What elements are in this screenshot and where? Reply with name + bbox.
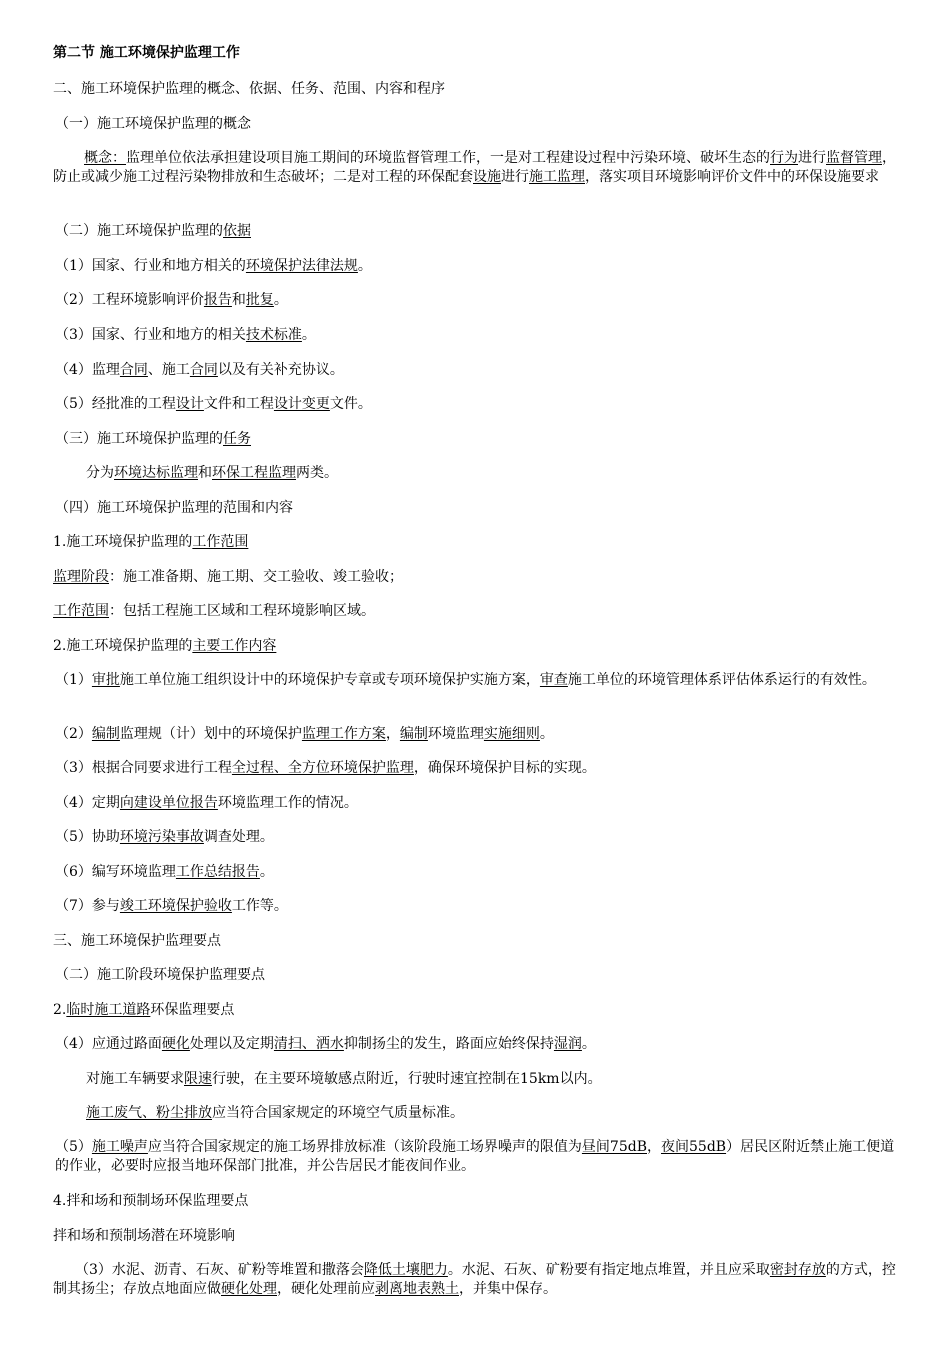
basis-item-1: （1）国家、行业和地方相关的环境保护法律法规。 (55, 258, 372, 274)
content-item-3: （3）根据合同要求进行工程全过程、全方位环境保护监理，确保环境保护目标的实现。 (55, 760, 596, 776)
road-item-5: （5）施工噪声应当符合国家规定的施工场界排放标准（该阶段施工场界噪声的限值为昼间75dB，夜间55dB）居民区附近禁止施工便道的作业，必要时应报当地环保部门批准，并公告居民才能夜间作业。 (55, 1139, 895, 1174)
section-title: 第二节 施工环境保护监理工作 (53, 45, 240, 61)
subheading-task: （三）施工环境保护监理的任务 (55, 431, 251, 447)
basis-item-5: （5）经批准的工程设计文件和工程设计变更文件。 (55, 396, 372, 412)
basis-item-2: （2）工程环境影响评价报告和批复。 (55, 292, 288, 308)
road-item-4-emission: 施工废气、粉尘排放应当符合国家规定的环境空气质量标准。 (86, 1105, 464, 1121)
mixing-item-3: （3）水泥、沥青、石灰、矿粉等堆置和撒落会降低土壤肥力。水泥、石灰、矿粉要有指定地点堆置，并且应采取密封存放的方式，控制其扬尘；存放点地面应做硬化处理，硬化处理前应剥离地表熟土，并集中保存。 (53, 1262, 896, 1297)
mixing-heading: 4.拌和场和预制场环保监理要点 (53, 1193, 249, 1209)
subheading-scope: （四）施工环境保护监理的范围和内容 (55, 500, 293, 516)
mixing-subheading: 拌和场和预制场潜在环境影响 (53, 1228, 235, 1244)
scope-area: 工作范围：包括工程施工区域和工程环境影响区域。 (53, 603, 375, 619)
subheading-concept: （一）施工环境保护监理的概念 (55, 116, 251, 132)
basis-item-3: （3）国家、行业和地方的相关技术标准。 (55, 327, 316, 343)
heading-2: 二、施工环境保护监理的概念、依据、任务、范围、内容和程序 (53, 81, 445, 97)
subheading-basis: （二）施工环境保护监理的依据 (55, 223, 251, 239)
basis-item-4: （4）监理合同、施工合同以及有关补充协议。 (55, 362, 344, 378)
content-item-7: （7）参与竣工环境保护验收工作等。 (55, 898, 288, 914)
task-text: 分为环境达标监理和环保工程监理两类。 (86, 465, 338, 481)
scope-stage: 监理阶段：施工准备期、施工期、交工验收、竣工验收； (53, 569, 403, 585)
road-item-4-speed: 对施工车辆要求限速行驶，在主要环境敏感点附近，行驶时速宜控制在15km以内。 (86, 1071, 602, 1087)
content-item-6: （6）编写环境监理工作总结报告。 (55, 864, 274, 880)
content-item-4: （4）定期向建设单位报告环境监理工作的情况。 (55, 795, 358, 811)
content-item-1: （1）审批施工单位施工组织设计中的环境保护专章或专项环境保护实施方案，审查施工单位的环境管理体系评估体系运行的有效性。 (55, 672, 876, 688)
content-item-2: （2）编制监理规（计）划中的环境保护监理工作方案，编制环境监理实施细则。 (55, 726, 554, 742)
heading-3: 三、施工环境保护监理要点 (53, 933, 221, 949)
content-item-5: （5）协助环境污染事故调查处理。 (55, 829, 274, 845)
scope-heading: 1.施工环境保护监理的工作范围 (53, 534, 249, 550)
road-item-4: （4）应通过路面硬化处理以及定期清扫、洒水抑制扬尘的发生，路面应始终保持湿润。 (55, 1036, 596, 1052)
subheading-construction: （二）施工阶段环境保护监理要点 (55, 967, 265, 983)
content-heading: 2.施工环境保护监理的主要工作内容 (53, 638, 277, 654)
paragraph-concept: 概念：监理单位依法承担建设项目施工期间的环境监督管理工作，一是对工程建设过程中污染环境、破坏生态的行为进行监督管理，防止或减少施工过程污染物排放和生态破坏；二是对工程的环保配套设施进行施工监理，落实项目环境影响评价文件中的环保设施要求 (53, 150, 896, 185)
road-heading: 2.临时施工道路环保监理要点 (53, 1002, 235, 1018)
